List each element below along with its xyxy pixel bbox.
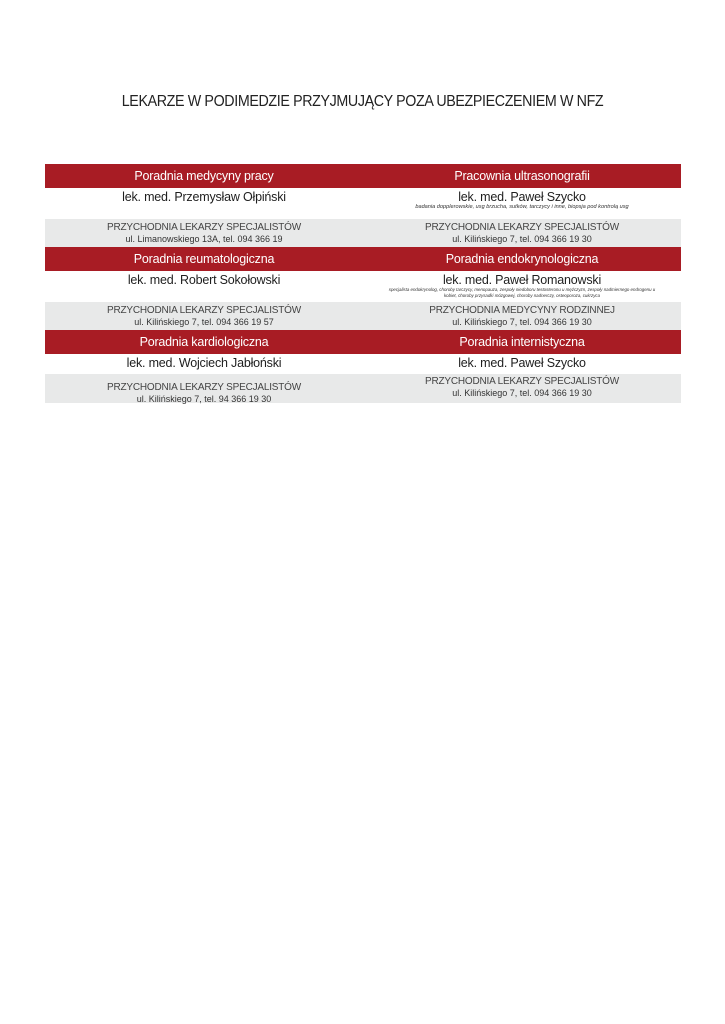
facility-name: PRZYCHODNIA LEKARZY SPECJALISTÓW — [424, 222, 619, 233]
page-title: LEKARZE W PODIMEDZIE PRZYJMUJĄCY POZA UBEZPIECZENIEM W NFZ — [121, 93, 604, 110]
clinic-type-occupational-medicine: Poradnia medycyny pracy — [134, 169, 274, 183]
clinic-type-rheumatology: Poradnia reumatologiczna — [133, 252, 275, 266]
doctor-name: lek. med. Przemysław Ołpiński — [122, 190, 286, 204]
doctor-row — [45, 354, 681, 374]
facility-name: PRZYCHODNIA LEKARZY SPECJALISTÓW — [424, 376, 619, 387]
clinic-header-row — [45, 247, 681, 271]
address-row — [45, 302, 681, 330]
doctor-name: lek. med. Paweł Szycko — [458, 356, 586, 370]
services-note: badania dopplerowskie, usg brzucha, sutków, tarczycy i inne, biopsja pod kontrolą usg — [415, 204, 629, 210]
facility-address: ul. Limanowskiego 13A, tel. 094 366 19 — [125, 234, 283, 244]
facility-address: ul. Kilińskiego 7, tel. 094 366 19 30 — [452, 388, 592, 398]
facility-address: ul. Kilińskiego 7, tel. 94 366 19 30 — [136, 394, 272, 404]
clinic-type-ultrasonography: Pracownia ultrasonografii — [454, 169, 590, 183]
clinic-header-row — [45, 330, 681, 354]
facility-address: ul. Kilińskiego 7, tel. 094 366 19 57 — [134, 317, 274, 327]
facility-address: ul. Kilińskiego 7, tel. 094 366 19 30 — [452, 317, 592, 327]
address-row — [45, 374, 681, 403]
clinic-type-internal-medicine: Poradnia internistyczna — [459, 335, 585, 349]
facility-name: PRZYCHODNIA LEKARZY SPECJALISTÓW — [106, 222, 301, 233]
clinic-type-endocrinology: Poradnia endokrynologiczna — [445, 252, 599, 266]
clinic-type-cardiology: Poradnia kardiologiczna — [139, 335, 269, 349]
doctor-name: lek. med. Paweł Romanowski — [442, 273, 602, 287]
facility-name: PRZYCHODNIA LEKARZY SPECJALISTÓW — [106, 305, 301, 316]
address-row — [45, 219, 681, 247]
doctor-name: lek. med. Paweł Szycko — [458, 190, 586, 204]
doctors-table — [45, 164, 681, 403]
services-note: specjalista endokrynolog, choroby tarczycy, menopauza, zespoły niedoboru testosteronu u mężczyzn, zespoły nadmiernego endrogenu u kobiet, choroby przysadki mózgowej, choroby nadnerczy, osteoporoza, cukrzyca — [388, 287, 656, 298]
doctor-name: lek. med. Wojciech Jabłoński — [126, 356, 282, 370]
facility-address: ul. Kilińskiego 7, tel. 094 366 19 30 — [452, 234, 592, 244]
doctor-row — [45, 271, 681, 302]
facility-name: PRZYCHODNIA LEKARZY SPECJALISTÓW — [106, 382, 301, 393]
doctor-name: lek. med. Robert Sokołowski — [127, 273, 281, 287]
doctor-row — [45, 188, 681, 219]
facility-name: PRZYCHODNIA MEDYCYNY RODZINNEJ — [429, 305, 615, 316]
clinic-header-row — [45, 164, 681, 188]
